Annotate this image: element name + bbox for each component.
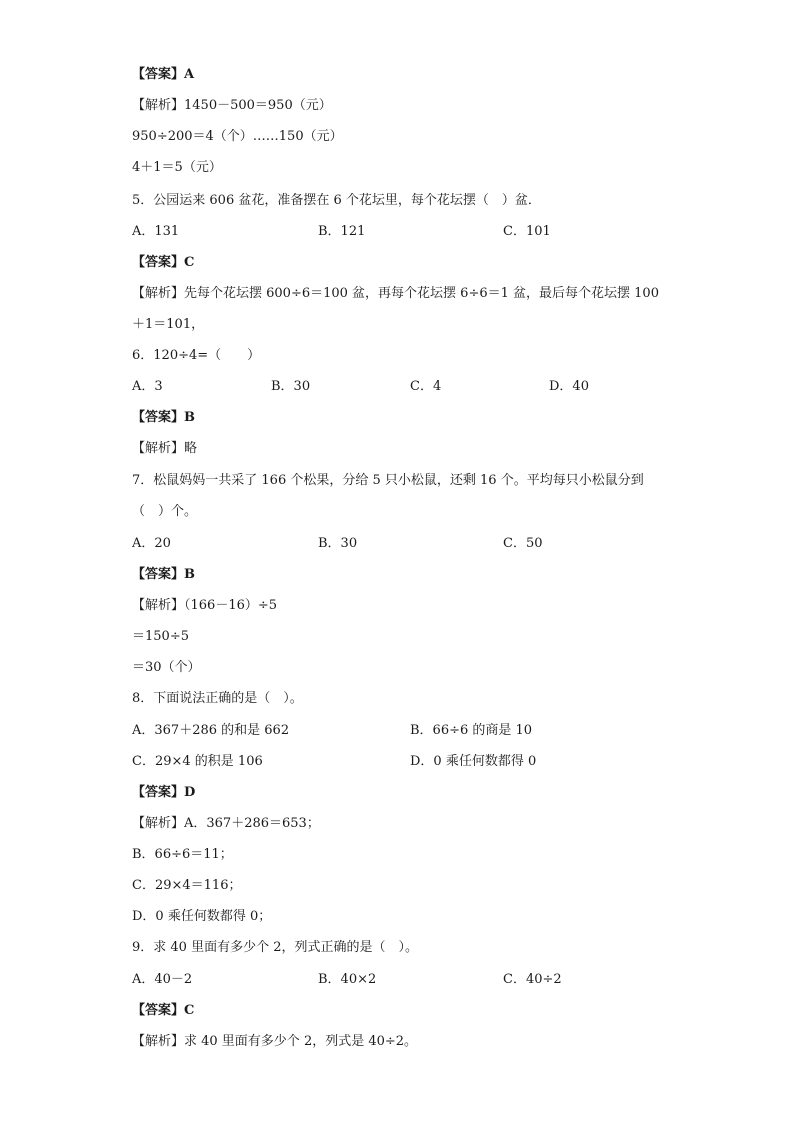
analysis-5-line-2: ＋1＝101， (132, 317, 205, 332)
analysis-9: 【解析】求 40 里面有多少个 2，列式是 40÷2。 (132, 1034, 418, 1049)
question-7-stem-line-2: （ ）个。 (132, 504, 198, 519)
analysis-6: 【解析】略 (132, 441, 198, 456)
analysis-8-line-3: C．29×4＝116； (132, 878, 242, 893)
question-8-option-b: B．66÷6 的商是 10 (410, 723, 533, 738)
question-9-stem: 9．求 40 里面有多少个 2，列式正确的是（ ）。 (132, 940, 418, 955)
question-8-option-a: A．367＋286 的和是 662 (132, 723, 290, 738)
answer-9: 【答案】C (132, 1003, 195, 1018)
question-6-stem: 6．120÷4=（ ） (132, 348, 261, 363)
question-5-option-b: B．121 (318, 224, 366, 239)
question-6-option-c: C．4 (410, 379, 442, 394)
question-7-option-c: C．50 (503, 536, 543, 551)
question-7-stem-line-1: 7．松鼠妈妈一共采了 166 个松果，分给 5 只小松鼠，还剩 16 个。平均每只小松鼠分到 (132, 473, 644, 488)
question-7-option-b: B．30 (318, 536, 358, 551)
analysis-8-line-1: 【解析】A．367＋286＝653； (132, 816, 320, 831)
question-5-stem: 5．公园运来 606 盆花，准备摆在 6 个花坛里，每个花坛摆（ ）盆． (132, 193, 541, 208)
analysis-4-line-1: 【解析】1450－500＝950（元） (132, 98, 332, 113)
question-9-option-c: C．40÷2 (503, 972, 562, 987)
analysis-7-line-1: 【解析】（166－16）÷5 (132, 598, 278, 613)
analysis-5-line-1: 【解析】先每个花坛摆 600÷6＝100 盆，再每个花坛摆 6÷6＝1 盆，最后每个花坛摆 100 (132, 286, 659, 301)
question-5-option-c: C．101 (503, 224, 551, 239)
answer-8: 【答案】D (132, 785, 196, 800)
analysis-4-line-2: 950÷200＝4（个）……150（元） (132, 129, 343, 144)
question-6-option-d: D．40 (549, 379, 589, 394)
question-9-option-b: B．40×2 (318, 972, 377, 987)
question-6-option-a: A．3 (132, 379, 163, 394)
analysis-8-line-2: B．66÷6＝11； (132, 847, 233, 862)
answer-4: 【答案】A (132, 67, 195, 82)
analysis-4-line-3: 4＋1＝5（元） (132, 160, 222, 175)
analysis-7-line-2: ＝150÷5 (132, 629, 189, 644)
question-6-option-b: B．30 (271, 379, 311, 394)
question-8-stem: 8．下面说法正确的是（ ）。 (132, 691, 303, 706)
question-5-option-a: A．131 (132, 224, 180, 239)
answer-6: 【答案】B (132, 410, 195, 425)
answer-7: 【答案】B (132, 567, 195, 582)
question-8-option-d: D．0 乘任何数都得 0 (410, 754, 537, 769)
question-9-option-a: A．40－2 (132, 972, 193, 987)
analysis-7-line-3: ＝30（个） (132, 660, 201, 675)
question-7-option-a: A．20 (132, 536, 171, 551)
answer-5: 【答案】C (132, 255, 195, 270)
analysis-8-line-4: D．0 乘任何数都得 0； (132, 909, 272, 924)
question-8-option-c: C．29×4 的积是 106 (132, 754, 263, 769)
